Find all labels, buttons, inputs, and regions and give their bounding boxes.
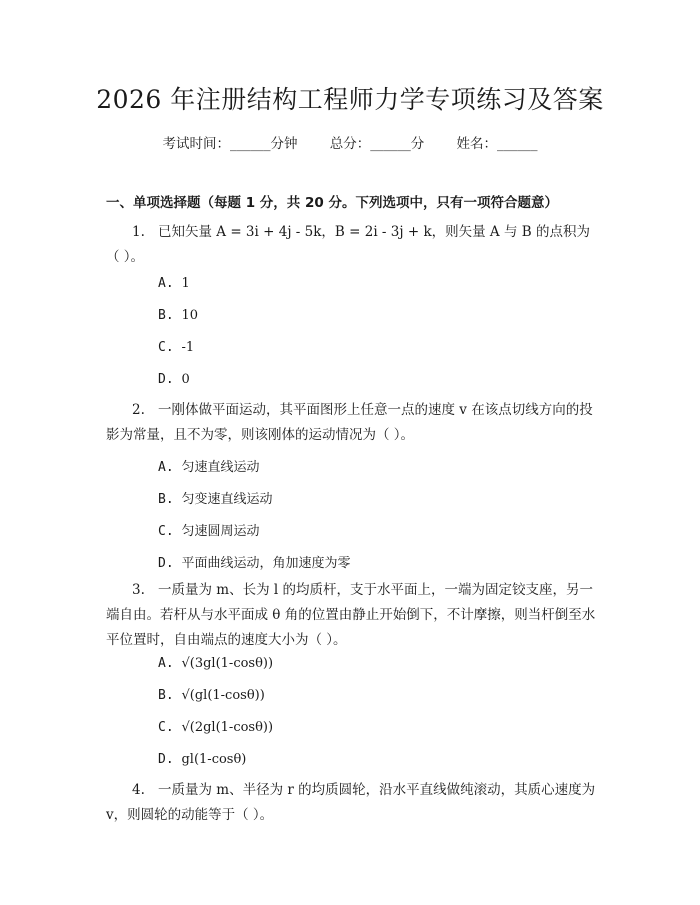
question-text: 已知矢量 A = 3i + 4j - 5k，B = 2i - 3j + k，则矢量 A 与 B 的点积为（ ）。 bbox=[106, 224, 590, 265]
exam-time: 考试时间：______分钟 bbox=[162, 136, 298, 152]
option-1a: A. 1 bbox=[158, 276, 190, 291]
option-2b: B. 匀变速直线运动 bbox=[158, 492, 273, 507]
option-1d: D. 0 bbox=[158, 372, 190, 387]
option-2a: A. 匀速直线运动 bbox=[158, 460, 260, 475]
question-number: 1. bbox=[132, 224, 145, 240]
option-2c: C. 匀速圆周运动 bbox=[158, 524, 260, 539]
section-heading: 一、单项选择题（每题 1 分，共 20 分。下列选项中，只有一项符合题意） bbox=[106, 195, 558, 211]
exam-meta bbox=[0, 132, 700, 152]
question-4 bbox=[106, 778, 600, 828]
exam-score: 总分：______分 bbox=[329, 136, 425, 152]
question-number: 2. bbox=[132, 402, 145, 418]
option-1c: C. -1 bbox=[158, 340, 195, 355]
question-1 bbox=[106, 220, 600, 270]
question-2 bbox=[106, 398, 600, 448]
exam-name: 姓名：______ bbox=[456, 136, 538, 152]
page-title: 2026 年注册结构工程师力学专项练习及答案 bbox=[96, 85, 604, 114]
question-number: 3. bbox=[132, 582, 145, 598]
question-text: 一质量为 m、半径为 r 的均质圆轮，沿水平直线做纯滚动，其质心速度为 v，则圆轮的动能等于（ ）。 bbox=[106, 782, 596, 823]
option-1b: B. 10 bbox=[158, 308, 199, 323]
question-text: 一质量为 m、长为 l 的均质杆，支于水平面上，一端为固定铰支座，另一端自由。若杆从与水平面成 θ 角的位置由静止开始倒下，不计摩擦，则当杆倒至水平位置时，自由端点的速度大小为（ ）。 bbox=[106, 582, 596, 648]
option-3b: B. √(gl(1-cosθ)) bbox=[158, 688, 265, 703]
question-text: 一刚体做平面运动，其平面图形上任意一点的速度 v 在该点切线方向的投影为常量，且不为零，则该刚体的运动情况为（ ）。 bbox=[106, 402, 593, 443]
option-3d: D. gl(1-cosθ) bbox=[158, 752, 247, 767]
option-2d: D. 平面曲线运动，角加速度为零 bbox=[158, 556, 351, 571]
option-3a: A. √(3gl(1-cosθ)) bbox=[158, 656, 274, 671]
question-number: 4. bbox=[132, 782, 145, 798]
option-3c: C. √(2gl(1-cosθ)) bbox=[158, 720, 274, 735]
question-3 bbox=[106, 578, 600, 653]
